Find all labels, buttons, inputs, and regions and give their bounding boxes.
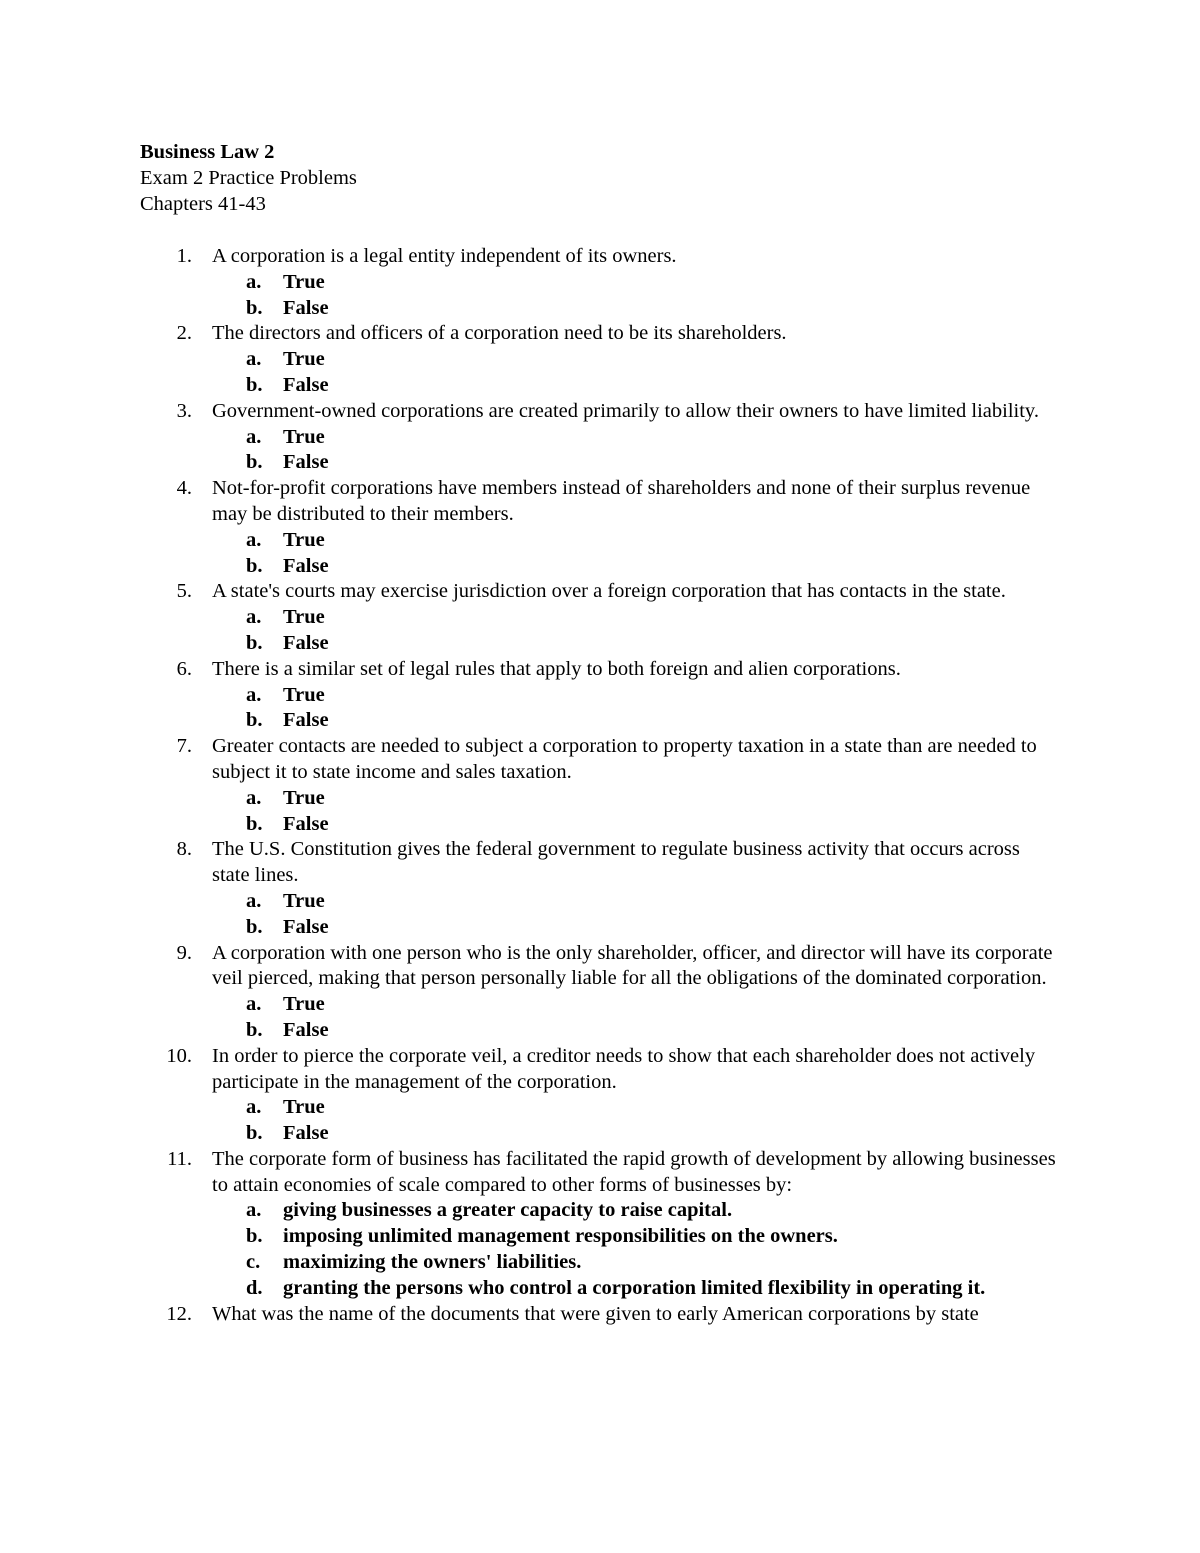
answer-option xyxy=(246,812,1200,838)
question-number: 1. xyxy=(176,245,192,267)
question-text: Government-owned corporations are created primarily to allow their owners to have limited liability. xyxy=(212,399,1039,422)
question-text: A state's courts may exercise jurisdiction over a foreign corporation that has contacts in the state. xyxy=(212,580,1006,603)
question-item xyxy=(0,321,1200,398)
question-number: 2. xyxy=(176,322,192,345)
answer-option xyxy=(246,270,1200,296)
question-number: 10. xyxy=(166,1044,192,1067)
document-header xyxy=(140,140,1060,217)
option-letter: a. xyxy=(246,270,262,293)
option-text: False xyxy=(283,631,329,654)
option-letter: a. xyxy=(246,993,262,1016)
option-text: True xyxy=(283,348,325,371)
option-text: True xyxy=(283,528,325,551)
option-letter: c. xyxy=(246,1251,261,1274)
option-letter: b. xyxy=(246,915,263,938)
option-letter: b. xyxy=(246,451,263,474)
exam-subtitle: Exam 2 Practice Problems xyxy=(140,166,357,189)
question-number: 4. xyxy=(176,477,192,500)
option-letter: b. xyxy=(246,709,263,732)
answer-option xyxy=(246,450,1200,476)
question-item xyxy=(0,399,1200,476)
answer-option xyxy=(246,1095,1200,1121)
option-letter: a. xyxy=(246,889,262,912)
answer-options xyxy=(0,786,1200,838)
question-number: 3. xyxy=(176,399,192,422)
option-letter: a. xyxy=(246,348,262,371)
option-text: True xyxy=(283,270,325,293)
option-letter: a. xyxy=(246,528,262,551)
option-text: False xyxy=(283,296,329,319)
option-text: maximizing the owners' liabilities. xyxy=(283,1251,582,1274)
question-number: 12. xyxy=(166,1302,192,1325)
answer-option xyxy=(246,889,1200,915)
option-letter: b. xyxy=(246,631,263,654)
answer-options xyxy=(0,270,1200,322)
question-item xyxy=(0,657,1200,734)
answer-option xyxy=(246,296,1200,322)
answer-option xyxy=(246,347,1200,373)
option-text: True xyxy=(283,1096,325,1119)
option-text: True xyxy=(283,425,325,448)
answer-option xyxy=(246,992,1200,1018)
course-title: Business Law 2 xyxy=(140,141,275,163)
question-item xyxy=(0,579,1200,656)
answer-option xyxy=(246,1121,1200,1147)
option-letter: b. xyxy=(246,296,263,319)
answer-options xyxy=(0,605,1200,657)
option-text: False xyxy=(283,451,329,474)
question-text: A corporation with one person who is the only shareholder, officer, and director will have its corporate veil pierced, making that person personally liable for all the obligations of the dominated corporation. xyxy=(212,941,1053,990)
answer-option xyxy=(246,554,1200,580)
answer-option xyxy=(246,915,1200,941)
answer-option xyxy=(246,708,1200,734)
question-number: 9. xyxy=(176,941,192,964)
answer-option xyxy=(246,1018,1200,1044)
question-item xyxy=(0,1147,1200,1302)
option-letter: a. xyxy=(246,786,262,809)
option-text: True xyxy=(283,889,325,912)
answer-option xyxy=(246,786,1200,812)
answer-option xyxy=(246,1198,1200,1224)
option-text: giving businesses a greater capacity to raise capital. xyxy=(283,1199,733,1222)
answer-options xyxy=(0,889,1200,941)
question-text: Not-for-profit corporations have members instead of shareholders and none of their surplus revenue may be distributed to their members. xyxy=(212,477,1031,525)
answer-option xyxy=(246,631,1200,657)
answer-option xyxy=(246,1224,1200,1250)
question-text: The U.S. Constitution gives the federal government to regulate business activity that occurs across state lines. xyxy=(212,838,1020,887)
question-item xyxy=(0,1302,1200,1328)
question-list xyxy=(0,244,1200,1327)
option-letter: b. xyxy=(246,1122,263,1145)
answer-option xyxy=(246,373,1200,399)
option-letter: b. xyxy=(246,373,263,396)
option-text: False xyxy=(283,915,329,938)
option-letter: a. xyxy=(246,1096,262,1119)
answer-options xyxy=(0,1198,1200,1301)
answer-option xyxy=(246,425,1200,451)
question-text: Greater contacts are needed to subject a corporation to property taxation in a state than are needed to subject it to state income and sales taxation. xyxy=(212,735,1037,783)
option-text: imposing unlimited management responsibilities on the owners. xyxy=(283,1225,838,1248)
answer-option xyxy=(246,605,1200,631)
answer-option xyxy=(246,683,1200,709)
question-item xyxy=(0,1044,1200,1147)
chapters-range: Chapters 41-43 xyxy=(140,192,266,215)
option-text: False xyxy=(283,1122,329,1145)
option-letter: a. xyxy=(246,683,262,706)
option-letter: b. xyxy=(246,1225,263,1248)
answer-option xyxy=(246,528,1200,554)
option-text: True xyxy=(283,683,325,706)
question-number: 7. xyxy=(176,735,192,758)
question-item xyxy=(0,837,1200,940)
answer-option xyxy=(246,1276,1200,1302)
question-text: There is a similar set of legal rules that apply to both foreign and alien corporations. xyxy=(212,657,901,680)
answer-options xyxy=(0,683,1200,735)
option-text: False xyxy=(283,709,329,732)
question-number: 8. xyxy=(176,838,192,861)
question-text: A corporation is a legal entity independent of its owners. xyxy=(212,245,677,267)
question-number: 5. xyxy=(176,580,192,603)
answer-options xyxy=(0,347,1200,399)
option-letter: d. xyxy=(246,1276,263,1299)
answer-options xyxy=(0,1095,1200,1147)
question-text: The corporate form of business has facilitated the rapid growth of development by allowing businesses to attain economies of scale compared to other forms of businesses by: xyxy=(212,1147,1056,1196)
option-text: False xyxy=(283,1018,329,1041)
question-item xyxy=(0,476,1200,579)
option-letter: a. xyxy=(246,606,262,629)
question-text: In order to pierce the corporate veil, a creditor needs to show that each shareholder does not actively participate in the management of the corporation. xyxy=(212,1044,1036,1093)
question-text: The directors and officers of a corporation need to be its shareholders. xyxy=(212,322,787,345)
option-letter: a. xyxy=(246,1199,262,1222)
option-letter: a. xyxy=(246,425,262,448)
question-number: 11. xyxy=(167,1147,192,1170)
option-text: False xyxy=(283,554,329,577)
option-text: False xyxy=(283,373,329,396)
question-number: 6. xyxy=(176,657,192,680)
option-letter: b. xyxy=(246,1018,263,1041)
option-text: granting the persons who control a corporation limited flexibility in operating it. xyxy=(283,1276,986,1299)
option-letter: b. xyxy=(246,812,263,835)
answer-options xyxy=(0,528,1200,580)
answer-options xyxy=(0,992,1200,1044)
answer-options xyxy=(0,425,1200,477)
option-text: True xyxy=(283,993,325,1016)
question-item xyxy=(0,734,1200,837)
option-text: False xyxy=(283,812,329,835)
option-text: True xyxy=(283,606,325,629)
option-text: True xyxy=(283,786,325,809)
question-item xyxy=(0,244,1200,321)
option-letter: b. xyxy=(246,554,263,577)
question-item xyxy=(0,941,1200,1044)
answer-option xyxy=(246,1250,1200,1276)
question-text: What was the name of the documents that were given to early American corporations by state xyxy=(212,1302,979,1325)
